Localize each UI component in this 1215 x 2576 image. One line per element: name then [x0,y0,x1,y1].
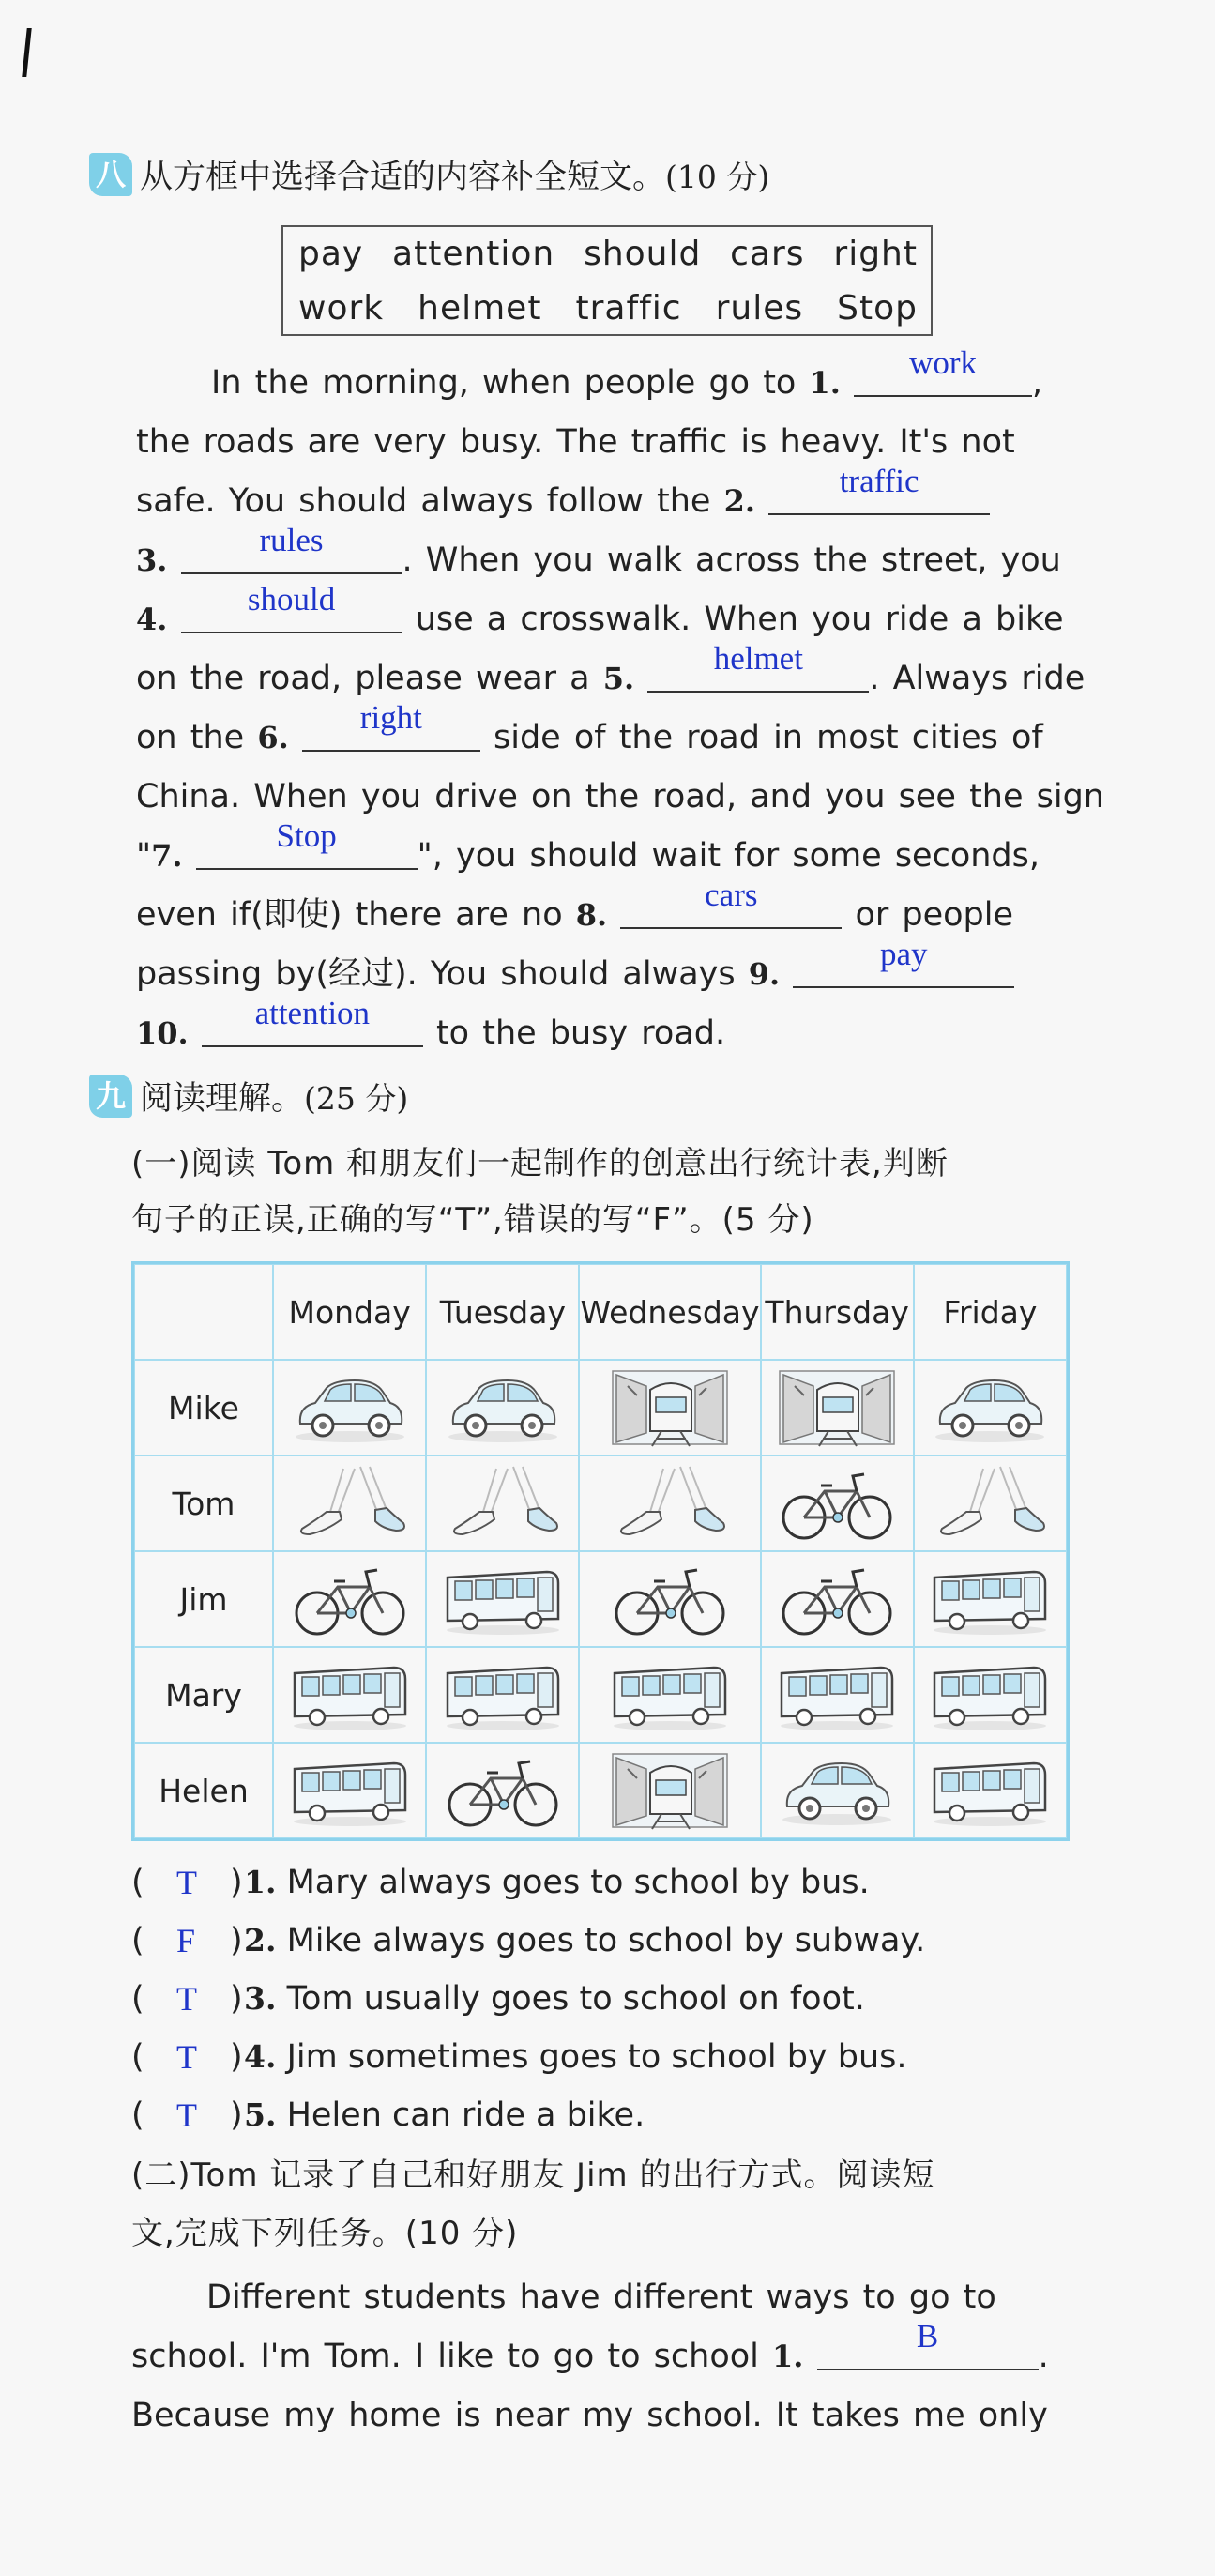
answer-3: rules [259,522,324,558]
word-option: Stop [837,289,918,328]
section-8-badge: 八 [89,153,132,196]
passage-line-2: the roads are very busy. The traffic is heavy. It's not [136,423,1015,461]
bus-icon [929,1559,1051,1639]
judgment-item-1: ( T ) 1. Mary always goes to school by bus. [131,1856,870,1909]
table-cell [579,1551,760,1647]
answer-blank-4 [181,581,402,633]
table-cell [914,1456,1067,1551]
blank-number: 1. [772,2339,804,2374]
answer-blank-10 [202,995,423,1047]
table-cell [761,1456,914,1551]
passage-line-8: China. When you drive on the road, and you see the sign [136,778,1104,815]
table-cell [914,1551,1067,1647]
bike-icon [609,1559,731,1639]
judgment-answer: F [176,1922,196,1959]
section-9-heading [89,1074,408,1119]
bus-icon [289,1654,411,1735]
judgment-item-2: ( F ) 2. Mike always goes to school by subway. [131,1914,925,1967]
word-row-1 [298,235,918,273]
answer-1: work [909,344,977,381]
table-cell [914,1647,1067,1743]
bike-icon [289,1559,411,1639]
answer-blank-1 [854,344,1032,397]
judgment-item-4: ( T ) 4. Jim sometimes goes to school by bus. [131,2031,907,2083]
table-cell [273,1456,426,1551]
passage-line-6: on the road, please wear a 5. helmet . Always ride [136,652,1085,705]
table-cell [914,1743,1067,1838]
part-2-passage-line-3: Because my home is near my school. It takes me only [131,2397,1048,2434]
word-option: should [584,235,702,273]
judgment-text: Jim sometimes goes to school by bus. [286,2038,907,2076]
table-cell [579,1360,760,1456]
part-1-instruction-line-2: 句子的正误,正确的写“T”,错误的写“F”。(5 分) [131,1201,814,1239]
table-cell [426,1456,579,1551]
table-cell [426,1743,579,1838]
table-cell [761,1360,914,1456]
section-9-title: 阅读理解。 [140,1080,305,1118]
table-cell [426,1360,579,1456]
answer-blank-3 [181,522,402,574]
word-choice-box [281,225,933,336]
section-9-badge: 九 [89,1075,132,1118]
judgment-answer: T [176,2038,197,2076]
table-row-name: Mary [134,1647,273,1743]
walking-feet-icon [442,1463,564,1544]
word-option: traffic [575,289,682,328]
answer-7: Stop [276,817,337,854]
table-cell [761,1551,914,1647]
car-icon [929,1367,1051,1448]
table-header-day: Wednesday [579,1264,760,1360]
judgment-text: Tom usually goes to school on foot. [286,1980,865,2018]
bike-icon [776,1463,898,1544]
subway-icon [609,1367,731,1448]
bus-icon [776,1654,898,1735]
judgment-text: Mary always goes to school by bus. [286,1864,870,1901]
answer-blank-7 [196,817,418,870]
answer-5: helmet [713,640,803,677]
subway-icon [609,1750,731,1831]
blank-number: 5. [602,661,635,696]
travel-table [131,1261,1070,1841]
section-8-score: (10 分) [665,158,770,195]
blank-number: 3. [136,542,168,578]
bus-icon [442,1654,564,1735]
bike-icon [776,1559,898,1639]
answer-10: attention [254,995,371,1031]
judgment-answer: T [176,1864,197,1901]
passage-line-10: even if(即使) there are no 8. cars or people [136,889,1013,941]
table-cell [579,1743,760,1838]
table-header-day: Monday [273,1264,426,1360]
table-cell [426,1551,579,1647]
table-cell [273,1647,426,1743]
answer-blank-2 [768,463,990,515]
blank-number: 8. [575,897,608,933]
bus-icon [929,1654,1051,1735]
part-2-passage-line-1: Different students have different ways to go to [206,2279,996,2316]
answer-2: traffic [839,463,919,499]
judgment-item-3: ( T ) 3. Tom usually goes to school on foot. [131,1973,865,2025]
word-option: helmet [418,289,542,328]
word-option: work [298,289,385,328]
table-cell [579,1456,760,1551]
page-edge-mark [22,28,31,77]
table-corner-cell [134,1264,273,1360]
table-row-name: Jim [134,1551,273,1647]
answer-8: cars [705,876,758,913]
answer-blank-8 [620,876,842,929]
car-icon [289,1367,411,1448]
word-option: pay [298,235,364,273]
table-row-name: Mike [134,1360,273,1456]
judgment-answer: T [176,1980,197,2018]
word-option: attention [392,235,555,273]
walking-feet-icon [289,1463,411,1544]
table-cell [914,1360,1067,1456]
table-cell [273,1360,426,1456]
word-option: right [833,235,918,273]
bus-icon [289,1750,411,1831]
part-2-passage-line-2: school. I'm Tom. I like to go to school 1. B . [131,2330,1049,2383]
part-2-instruction-line-2: 文,完成下列任务。(10 分) [131,2215,519,2252]
word-option: rules [715,289,804,328]
answer-9: pay [880,936,928,972]
table-cell [761,1743,914,1838]
section-8-heading [89,152,769,197]
walking-feet-icon [609,1463,731,1544]
walking-feet-icon [929,1463,1051,1544]
answer-blank-5 [647,640,869,693]
passage-line-7: on the 6. right side of the road in most cities of [136,711,1043,764]
section-9-score: (25 分) [304,1079,409,1117]
passage-line-5: 4. should use a crosswalk. When you ride a bike [136,593,1064,646]
passage-line-1: In the morning, when people go to 1. work , [211,357,1042,409]
blank-number: 10. [136,1015,189,1051]
table-cell [426,1647,579,1743]
table-header-day: Thursday [761,1264,914,1360]
part-2-answer-blank-1 [817,2318,1039,2370]
blank-number: 1. [809,365,841,401]
bike-icon [442,1750,564,1831]
blank-number: 2. [723,483,755,519]
judgment-text: Mike always goes to school by subway. [286,1922,926,1959]
part-2-answer-1: B [916,2318,939,2355]
passage-line-3: safe. You should always follow the 2. traffic [136,475,990,527]
part-2-instruction-line-1: (二)Tom 记录了自己和好朋友 Jim 的出行方式。阅读短 [131,2157,935,2194]
answer-4: should [247,581,336,617]
passage-line-4: 3. rules . When you walk across the street, you [136,534,1061,587]
blank-number: 4. [136,602,168,637]
subway-icon [776,1367,898,1448]
part-1-instruction-line-1: (一)阅读 Tom 和朋友们一起制作的创意出行统计表,判断 [131,1145,949,1182]
bus-icon [442,1559,564,1639]
section-8-title: 从方框中选择合适的内容补全短文。 [140,159,666,196]
passage-line-9: "7. Stop ", you should wait for some seconds, [136,830,1040,882]
table-row-name: Helen [134,1743,273,1838]
blank-number: 6. [257,720,289,755]
bus-icon [929,1750,1051,1831]
judgment-item-5: ( T ) 5. Helen can ride a bike. [131,2089,645,2142]
passage-line-12: 10. attention to the busy road. [136,1007,725,1059]
table-row-name: Tom [134,1456,273,1551]
passage-line-11: passing by(经过). You should always 9. pay [136,948,1014,1000]
table-cell [579,1647,760,1743]
table-cell [273,1551,426,1647]
answer-blank-6 [302,699,480,752]
answer-6: right [359,699,422,736]
judgment-text: Helen can ride a bike. [286,2096,645,2134]
car-icon [776,1750,898,1831]
word-row-2 [298,289,918,328]
table-cell [761,1647,914,1743]
word-option: cars [730,235,805,273]
blank-number: 7. [151,838,183,874]
table-header-day: Friday [914,1264,1067,1360]
answer-blank-9 [793,936,1014,988]
judgment-answer: T [176,2096,197,2134]
table-header-day: Tuesday [426,1264,579,1360]
car-icon [442,1367,564,1448]
bus-icon [609,1654,731,1735]
table-cell [273,1743,426,1838]
blank-number: 9. [748,956,781,992]
